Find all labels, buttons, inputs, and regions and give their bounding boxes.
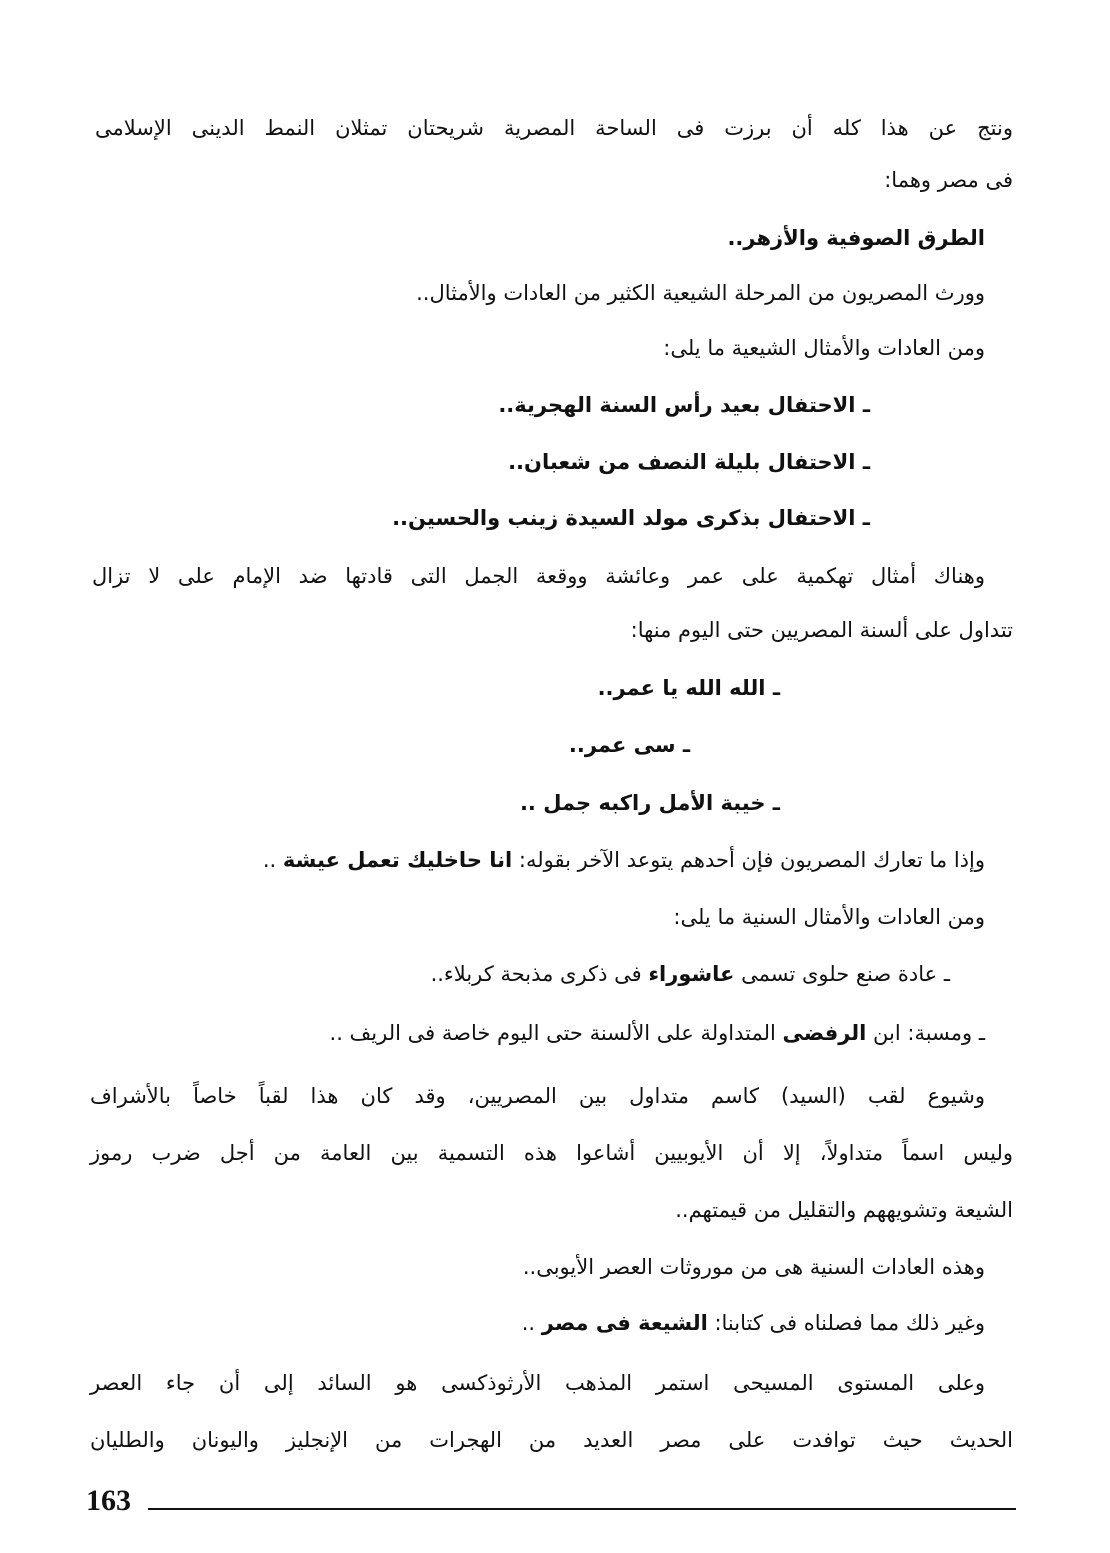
paragraph-line: ومن العادات والأمثال الشيعية ما يلى: (663, 336, 985, 360)
paragraph-line: وهناك أمثال تهكمية على عمر وعائشة ووقعة الجمل التى قادتها ضد الإمام على لا تزال (92, 564, 985, 588)
list-item (431, 959, 950, 989)
list-item: ـ سى عمر.. (568, 733, 690, 757)
text: المتداولة على الألسنة حتى اليوم خاصة فى الريف .. (329, 1021, 783, 1045)
paragraph-line: الحديث حيث توافدت على مصر العديد من الهجرات من الإنجليز واليونان والطليان (90, 1428, 1013, 1452)
list-item (330, 1018, 985, 1048)
text: فى ذكرى مذبحة كربلاء.. (430, 962, 649, 986)
text: .. (521, 1311, 542, 1335)
list-item: ـ الله الله يا عمر.. (597, 676, 780, 700)
list-item: ـ الاحتفال بذكرى مولد السيدة زينب والحسين.. (392, 506, 870, 530)
footer-rule (148, 1508, 1016, 1510)
paragraph-line: وورث المصريون من المرحلة الشيعية الكثير من العادات والأمثال.. (416, 281, 985, 305)
text: .. (262, 848, 283, 872)
list-item: ـ خيبة الأمل راكبه جمل .. (519, 791, 780, 815)
book-title: الشيعة فى مصر (541, 1311, 708, 1335)
text: ـ عادة صنع حلوى تسمى (734, 962, 950, 986)
quoted-saying: انا حاخليك تعمل عيشة (282, 848, 513, 872)
bold-heading-line: الطرق الصوفية والأزهر.. (727, 226, 985, 250)
paragraph-line (263, 845, 985, 875)
list-item: ـ الاحتفال بعيد رأس السنة الهجرية.. (498, 393, 870, 417)
paragraph-line: ونتج عن هذا كله أن برزت فى الساحة المصرية شريحتان تمثلان النمط الدينى الإسلامى (95, 116, 1013, 140)
paragraph-line: ومن العادات والأمثال السنية ما يلى: (673, 905, 985, 929)
paragraph-line (522, 1308, 985, 1338)
paragraph-line: فى مصر وهما: (884, 168, 1013, 192)
emphasis: عاشوراء (648, 962, 735, 986)
paragraph-line: تتداول على ألسنة المصريين حتى اليوم منها: (630, 618, 1013, 642)
paragraph-line: الشيعة وتشويههم والتقليل من قيمتهم.. (675, 1198, 1013, 1222)
paragraph-line: وشيوع لقب (السيد) كاسم متداول بين المصريين، وقد كان هذا لقباً خاصاً بالأشراف (90, 1084, 985, 1108)
text: وإذا ما تعارك المصريون فإن أحدهم يتوعد الآخر بقوله: (512, 848, 985, 872)
paragraph-line: وعلى المستوى المسيحى استمر المذهب الأرثوذكسى هو السائد إلى أن جاء العصر (90, 1371, 985, 1395)
emphasis: الرفضى (782, 1021, 867, 1045)
paragraph-line: وهذه العادات السنية هى من موروثات العصر الأيوبى.. (522, 1255, 985, 1279)
paragraph-line: وليس اسماً متداولاً، إلا أن الأيوبيين أشاعوا هذه التسمية بين العامة من أجل ضرب رموز (90, 1141, 1013, 1165)
text: وغير ذلك مما فصلناه فى كتابنا: (707, 1311, 985, 1335)
page-number: 163 (86, 1484, 131, 1517)
list-item: ـ الاحتفال بليلة النصف من شعبان.. (508, 450, 870, 474)
text: ـ ومسبة: ابن (866, 1021, 985, 1045)
